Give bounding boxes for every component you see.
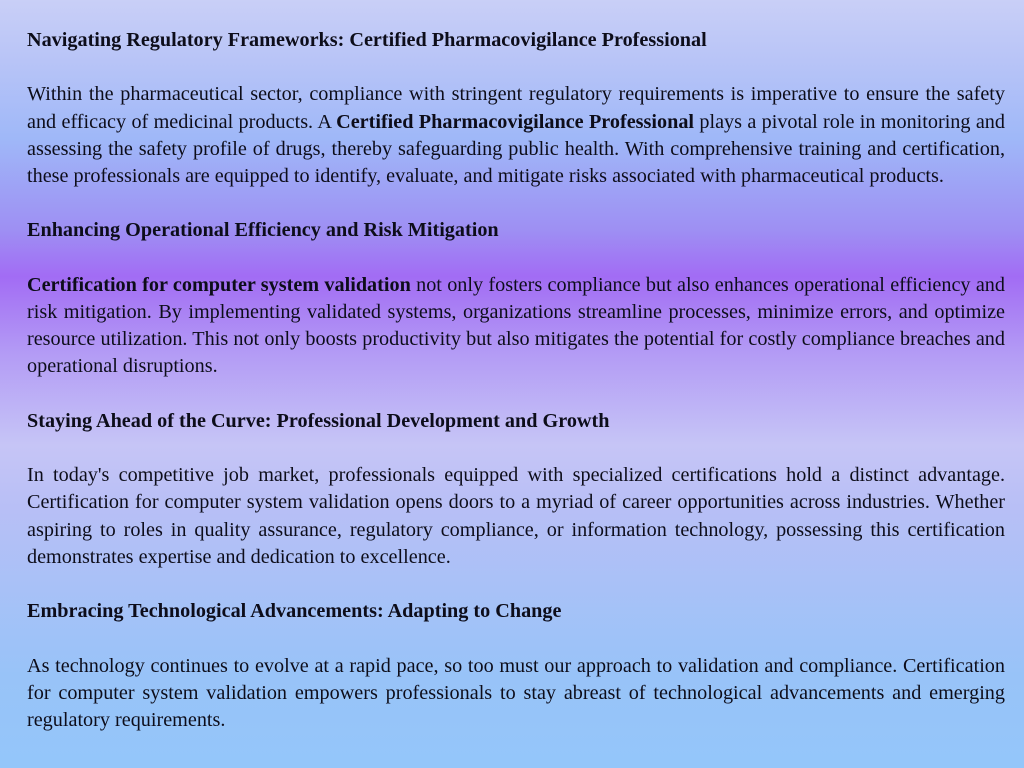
section-paragraph (27, 81, 1005, 190)
section-heading: Staying Ahead of the Curve: Professional Development and Growth (27, 409, 610, 432)
paragraph-text: As technology continues to evolve at a rapid pace, so too must our approach to validation and compliance. Certification for computer system validation empowers professionals to stay abreast of technological advancements and emerging regulatory requirements. (27, 654, 1005, 731)
paragraph-text: not only fosters compliance but also enhances operational efficiency and risk mitigation. By implementing validated systems, organizations streamline processes, minimize errors, and optimize resource utilization. This not only boosts productivity but also mitigates the potential for costly compliance breaches and operational disruptions. (27, 273, 1005, 378)
section-operational-efficiency (27, 217, 1005, 380)
section-regulatory-frameworks (27, 27, 1005, 190)
section-paragraph (27, 653, 1005, 735)
section-heading: Enhancing Operational Efficiency and Risk Mitigation (27, 219, 499, 242)
section-professional-development (27, 408, 1005, 571)
section-heading: Navigating Regulatory Frameworks: Certified Pharmacovigilance Professional (27, 29, 707, 51)
section-paragraph (27, 272, 1005, 381)
paragraph-bold-term: Certification for computer system validation (27, 273, 411, 296)
paragraph-bold-term: Certified Pharmacovigilance Professional (336, 110, 695, 133)
section-paragraph (27, 462, 1005, 571)
document-body (27, 27, 1005, 761)
paragraph-text: Within the pharmaceutical sector, compliance with stringent regulatory requirements is imperative to ensure the safety and efficacy of medicinal products. A (27, 83, 1005, 133)
paragraph-text: In today's competitive job market, professionals equipped with specialized certifications hold a distinct advantage. Certification for computer system validation opens doors to a myriad of career opportunities across industries. Whether aspiring to roles in quality assurance, regulatory compliance, or information technology, possessing this certification demonstrates expertise and dedication to excellence. (27, 464, 1005, 568)
section-heading: Embracing Technological Advancements: Adapting to Change (27, 600, 562, 623)
section-technological-advancements (27, 598, 1005, 734)
paragraph-text: plays a pivotal role in monitoring and assessing the safety profile of drugs, thereby safeguarding public health. With comprehensive training and certification, these professionals are equipped to identify, evaluate, and mitigate risks associated with pharmaceutical products. (27, 110, 1005, 187)
